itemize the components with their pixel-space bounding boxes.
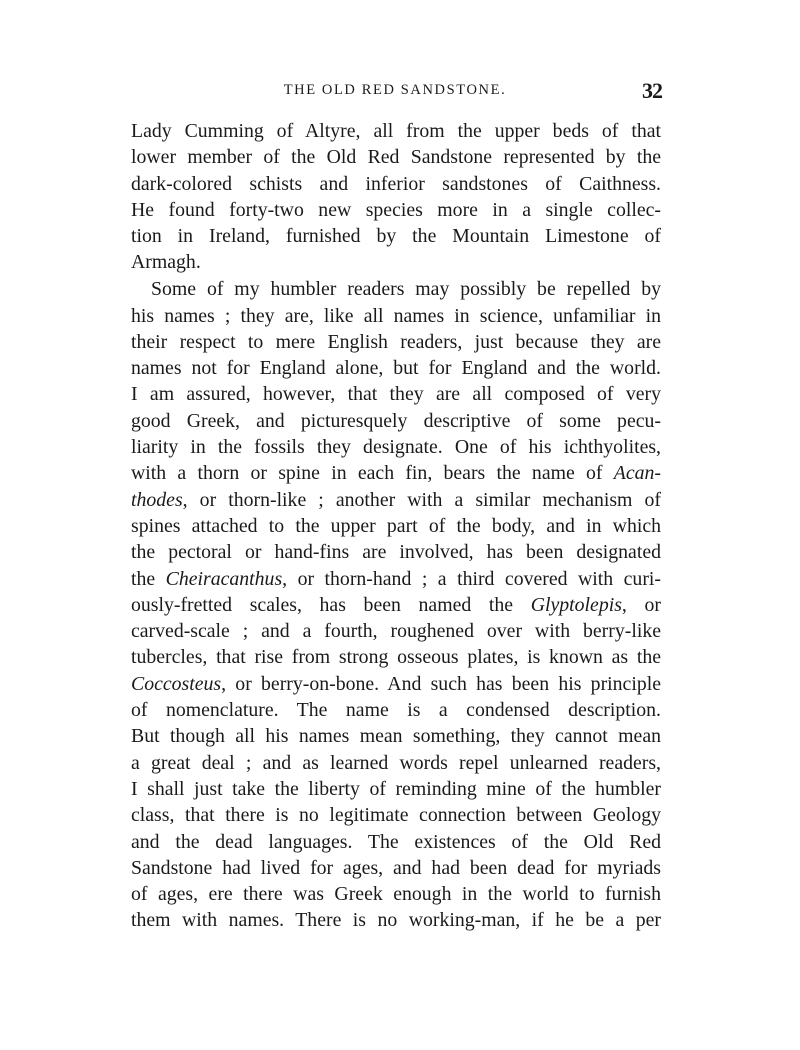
text-line: Some of my humbler readers may possibly be repelled by [151, 278, 661, 301]
text-line: and the dead languages. The existences of the Old Red [131, 830, 661, 853]
text-line: the pectoral or hand-fins are involved, has been designated [131, 541, 661, 564]
text-line: tubercles, that rise from strong osseous plates, is known as the [131, 646, 661, 669]
text-line: ously-fretted scales, has been named the Glyptolepis, or [131, 593, 661, 616]
body-text [131, 118, 661, 934]
text-line: of ages, ere there was Greek enough in the world to furnish [131, 883, 661, 906]
taxon-name: thodes [131, 488, 183, 511]
text-line: spines attached to the upper part of the body, and in which [131, 514, 661, 537]
text-line: with a thorn or spine in each fin, bears the name of Acan- [131, 462, 661, 485]
text-line: I shall just take the liberty of reminding mine of the humbler [131, 777, 661, 800]
taxon-name: Acan- [613, 462, 661, 485]
text-line: He found forty-two new species more in a single collec- [131, 198, 661, 221]
text-line: tion in Ireland, furnished by the Mountain Limestone of [131, 225, 661, 248]
text-line: of nomenclature. The name is a condensed description. [131, 699, 661, 722]
text-line: thodes, or thorn-like ; another with a similar mechanism of [131, 488, 661, 511]
text-line: lower member of the Old Red Sandstone represented by the [131, 146, 661, 169]
text-line: liarity in the fossils they designate. One of his ichthyolites, [131, 436, 661, 459]
running-head [130, 80, 660, 104]
text-line: Armagh. [131, 251, 201, 274]
text-line: Lady Cumming of Altyre, all from the upper beds of that [131, 120, 661, 142]
text-line: his names ; they are, like all names in science, unfamiliar in [131, 304, 661, 327]
text-line: dark-colored schists and inferior sandstones of Caithness. [131, 172, 661, 195]
text-line: Sandstone had lived for ages, and had been dead for myriads [131, 856, 661, 879]
text-line: I am assured, however, that they are all composed of very [131, 383, 661, 406]
text-line: Coccosteus, or berry-on-bone. And such has been his principle [131, 672, 661, 695]
text-line: their respect to mere English readers, just because they are [131, 330, 661, 353]
running-title: THE OLD RED SANDSTONE. [283, 82, 507, 98]
taxon-name: Cheiracanthus [165, 567, 283, 590]
text-line: a great deal ; and as learned words repel unlearned readers, [131, 751, 661, 774]
text-line: But though all his names mean something, they cannot mean [131, 725, 661, 748]
page-number: 32 [642, 78, 662, 103]
text-line: carved-scale ; and a fourth, roughened over with berry-like [131, 620, 661, 643]
text-line: good Greek, and picturesquely descriptive of some pecu- [131, 409, 661, 432]
taxon-name: Glyptolepis [530, 593, 622, 616]
text-line: names not for England alone, but for England and the world. [131, 357, 661, 380]
text-line: them with names. There is no working-man, if he be a per [131, 909, 661, 932]
taxon-name: Coccosteus [131, 672, 222, 695]
text-line: class, that there is no legitimate connection between Geology [131, 804, 661, 827]
text-line: the Cheiracanthus, or thorn-hand ; a third covered with curi- [131, 567, 661, 590]
